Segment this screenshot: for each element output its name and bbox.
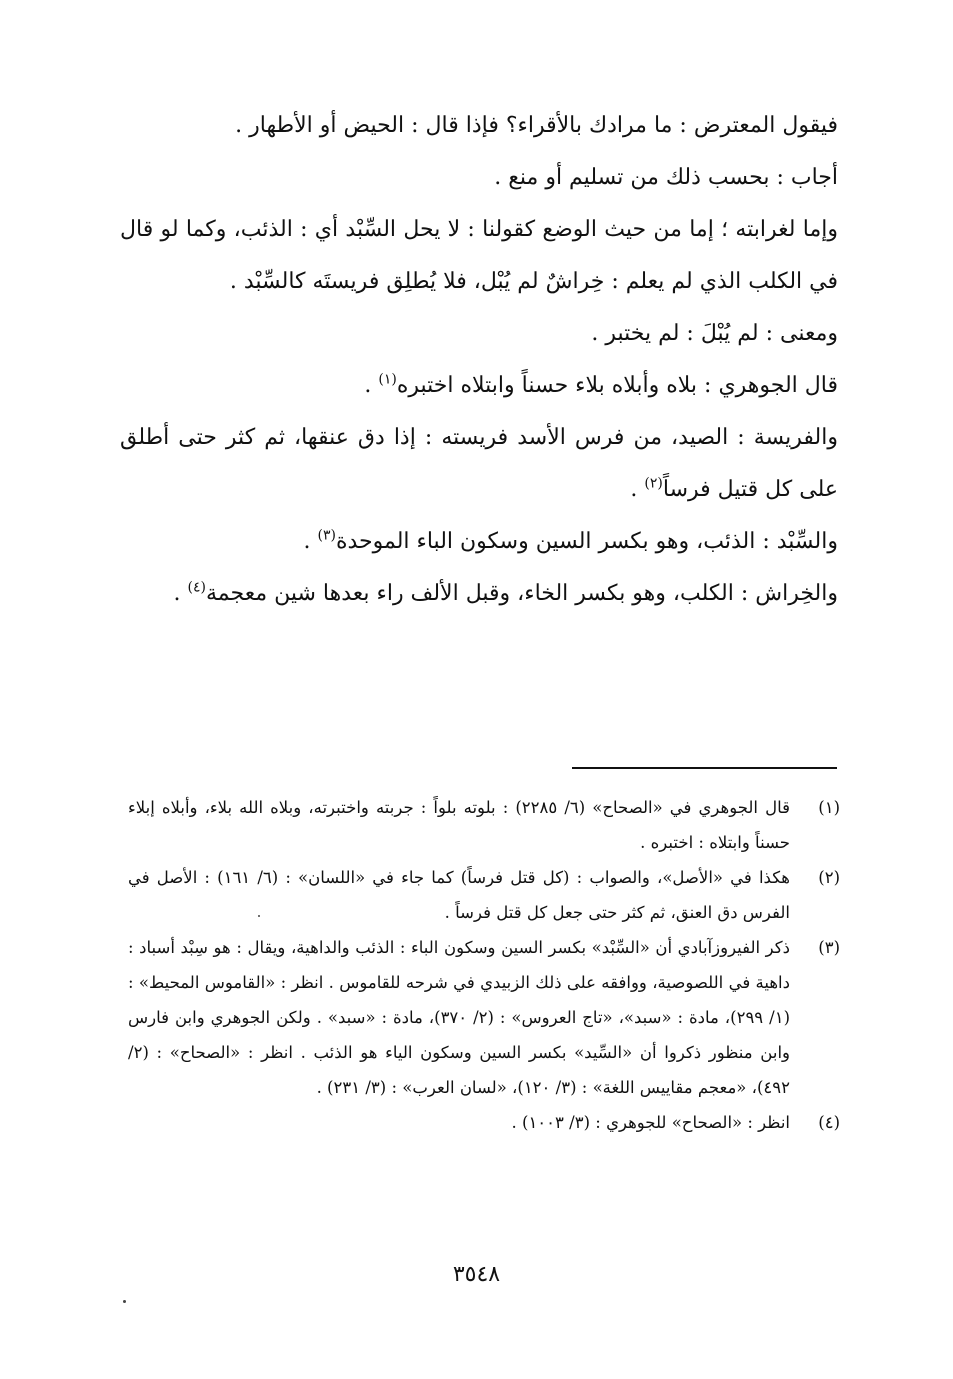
main-text (120, 100, 838, 620)
paragraph-5-end: . (364, 373, 379, 398)
paragraph-8-end: . (173, 581, 188, 606)
paragraph-5-text: قال الجوهري : بلاه وأبلاه بلاء حسناً وابتلاه اختبره (396, 373, 838, 398)
footnote-number: (٤) (818, 1113, 840, 1132)
footnote-ref-2: (٢) (644, 475, 663, 492)
paragraph-1: فيقول المعترض : ما مرادك بالأقراء؟ فإذا قال : الحيض أو الأطهار . (235, 113, 838, 138)
paragraph-6 (120, 412, 838, 516)
paragraph-6-end: . (630, 477, 645, 502)
footnote-1 (128, 790, 840, 860)
footnote-3 (128, 930, 840, 1105)
footnote-4 (128, 1105, 840, 1140)
paragraph-8-text: والخِراش : الكلب، وهو بكسر الخاء، وقبل الألف راء بعدها شين معجمة (205, 581, 838, 606)
footnote-text: قال الجوهري في «الصحاح» (٦/ ٢٢٨٥) : بلوته بلواً : جربته واختبرته، وبلاه الله بلاء، وأبلاه إبلاء حسناً وابتلاه : اختبره . (128, 798, 790, 852)
footnote-separator (572, 767, 837, 769)
footnotes (128, 790, 840, 1140)
paragraph-2: أجاب : بحسب ذلك من تسليم أو منع . (494, 165, 838, 190)
footnote-number: (١) (818, 798, 840, 817)
paragraph-3: وإما لغرابته ؛ إما من حيث الوضع كقولنا : لا يحل السِّبْد أي : الذئب، وكما لو قال في الكلب الذي لم يعلم : خِراشٌ لم يُبْل، فلا يُطلِق فريستَه كالسِّبْد . (120, 217, 838, 294)
paragraph-7-end: . (303, 529, 318, 554)
page-number: ٣٥٤٨ (452, 1262, 501, 1287)
scan-speck (258, 915, 260, 917)
paragraph-5 (120, 360, 838, 412)
footnote-ref-4: (٤) (187, 579, 206, 596)
paragraph-7 (120, 516, 838, 568)
footnote-text: انظر : «الصحاح» للجوهري : (٣/ ١٠٠٣) . (511, 1113, 790, 1132)
footnote-number: (٣) (818, 938, 840, 957)
footnote-number: (٢) (818, 868, 840, 887)
footnote-2 (128, 860, 840, 930)
footnote-text: ذكر الفيروزآبادي أن «السِّبْد» بكسر السين وسكون الباء : الذئب والداهية، ويقال : هو سِبْد أسباد : داهية في اللصوصية، ووافقه على ذلك الزبيدي في شرحه للقاموس . انظر : «القاموس المحيط» : (١/ ٢٩٩)، مادة : «سبد»، «تاج العروس» : (٢/ ٣٧٠)، مادة : «سبد» . ولكن الجوهري وابن فارس وابن منظور ذكروا أن «السِّيد» بكسر السين وسكون الياء هو الذئب . انظر : «الصحاح» : (٢/ ٤٩٢)، «معجم مقاييس اللغة» : (٣/ ١٢٠)، «لسان العرب» : (٣/ ٢٣١) . (128, 938, 790, 1097)
footnote-ref-3: (٣) (317, 527, 336, 544)
paragraph-8 (120, 568, 838, 620)
paragraph-6-text: والفريسة : الصيد، من فرس الأسد فريسته : إذا دق عنقها، ثم كثر حتى أطلق على كل قتيل فرساً (120, 425, 838, 502)
paragraph-4: ومعنى : لم يُبْلَ : لم يختبر . (591, 321, 838, 346)
footnote-ref-1: (١) (378, 371, 397, 388)
footnote-text: هكذا في «الأصل»، والصواب : (كل قتل فرساً) كما جاء في «اللسان» : (٦/ ١٦١) : الأصل في الفرس دق العنق، ثم كثر حتى جعل كل قتل فرساً . (128, 868, 791, 922)
scan-speck (123, 1300, 126, 1303)
paragraph-7-text: والسِّبْد : الذئب، وهو بكسر السين وسكون الباء الموحدة (335, 529, 838, 554)
